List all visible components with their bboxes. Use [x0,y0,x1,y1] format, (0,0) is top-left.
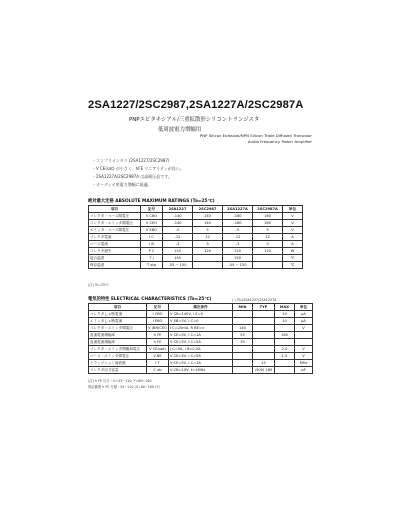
cell [233,346,253,353]
abs-max-title: 絶対最大定格 ABSOLUTE MAXIMUM RATINGS (Ta=25℃) [88,199,215,204]
cell: 直流電流増幅率 [89,339,147,346]
cell: 140 [193,213,223,220]
cell: コレクタ電流 [89,234,141,241]
cell: 140 [233,325,253,332]
cell [233,367,253,374]
feature-item: ・コンプリメンタリ (2SA1227/2SC2987) [92,158,170,163]
cell: V [295,353,313,360]
cell: -55 ~ 150 [163,262,193,269]
cell: エミッタ・ベース間電圧 [89,227,141,234]
table-row [89,332,313,339]
cell [233,318,253,325]
cell: μA [295,318,313,325]
cell: h FE [147,339,169,346]
cell [233,360,253,367]
cell: コレクタ出力容量 [89,367,147,374]
cell: V (BR)CEO [148,326,167,330]
cell: 160 [253,220,283,227]
cell: V EB=5V, I C=0 [169,318,233,325]
cell: コレクタ・エミッタ間飽和電圧 [89,346,147,353]
cell: T stg [141,262,163,269]
cell [253,262,283,269]
cell: V BE [147,353,169,360]
cell: エミッタしゃ断電流 [89,318,147,325]
cell [233,311,253,318]
cell: V CE(sat) [147,346,169,353]
cell [275,339,295,346]
cell: 12 [253,234,283,241]
cell: 150 [163,255,193,262]
col-header: MAX [275,304,295,311]
cell: -160 [223,220,253,227]
cell [275,367,295,374]
feature-item: ・V CE(sat) が小さく、hFE リニアリティが良い。 [92,166,184,171]
cell [253,325,275,332]
col-header: 単位 [295,304,313,311]
table-row [89,234,303,241]
cell: -140 [163,220,193,227]
cell [193,262,223,269]
cell: 12 [193,234,223,241]
cell [253,346,275,353]
col-header: 2SC2987A [253,206,283,213]
cell: ℃ [283,262,303,269]
cell: ベース・エミッタ間電圧 [89,353,147,360]
cell: 35 [233,339,253,346]
cell: -160 [223,213,253,220]
table-row [89,325,313,332]
feature-item: ・2SA1227A/2SC2987A は高耐圧品です。 [92,174,172,179]
cell: V CEO [141,220,163,227]
cell [295,332,313,339]
cell [193,255,223,262]
cell: V CB=140V, I E=0 [169,311,233,318]
cell: V CE=5V, I C=5A [169,339,233,346]
col-header: 項目 [89,206,141,213]
elec-note: (注) h FE 区分 : O=55~110, Y=80~160 [88,379,152,383]
cell: -5 [163,227,193,234]
elec-note-right: ( ) 内は2SA1227/2SA1227A [232,298,277,302]
feature-item: ・オーディオ用電力増幅に最適。 [92,182,152,187]
cell: I CBO [147,311,169,318]
col-header: 2SA1227 [163,206,193,213]
cell: V EBO [141,227,163,234]
cell: 保存温度 [89,262,141,269]
cell [253,255,283,262]
subtitle-jp: PNPエピタキシアル/三重拡散形シリコントランジスタ [129,117,260,123]
elec-title: 電気的特性 ELECTRICAL CHARACTERISTICS (Ta=25℃) [88,297,212,302]
cell: コレクタ・エミッタ間電圧 [89,220,141,227]
cell: 5 [193,227,223,234]
abs-max-note: (注) Tc=25℃ [88,283,109,287]
cell: A [283,241,303,248]
cell: -55 ~ 150 [223,262,253,269]
abs-max-table [88,205,303,269]
cell: コレクタしゃ断電流 [89,311,147,318]
col-header: 項目 [89,304,147,311]
cell: V CE=5V, I C=5A [169,353,233,360]
cell: -140 [163,213,193,220]
document-title: 2SA1227/2SC2987,2SA1227A/2SC2987A [88,99,304,111]
col-header: 2SA1227A [223,206,253,213]
table-row [89,241,303,248]
cell: T j [141,255,163,262]
cell: h FE [147,332,169,339]
cell: 5 [253,227,283,234]
col-header: TYP [253,304,275,311]
elec-header-row [89,304,313,311]
table-row [89,353,313,360]
cell: ℃ [283,255,303,262]
cell: -12 [223,234,253,241]
cell: 2.0 [275,346,295,353]
cell: 3 [253,241,283,248]
col-header: 記号 [147,304,169,311]
table-row [89,360,313,367]
cell: V CE=5V, I C=1A [169,332,233,339]
col-header: 測定条件 [169,304,233,311]
cell: 1.5 [275,353,295,360]
cell: μA [295,311,313,318]
application-jp: 低周波電力増幅用 [158,127,202,133]
table-row [89,227,303,234]
cell: MHz [295,360,313,367]
cell: V [295,325,313,332]
cell: V CBO [141,213,163,220]
abs-max-header-row [89,206,303,213]
cell: I B [141,241,163,248]
cell: 55 [233,332,253,339]
cell: トランジション周波数 [89,360,147,367]
cell: コレクタ・ベース間電圧 [89,213,141,220]
col-header: MIN [233,304,253,311]
cell: W [283,248,303,255]
cell: 160 [275,332,295,339]
cell [253,332,275,339]
cell: コレクタ・エミッタ間電圧 [89,325,147,332]
cell [275,360,295,367]
cell: -3 [223,241,253,248]
cell [233,353,253,360]
cell: 120 [193,248,223,255]
table-row [89,346,313,353]
elec-table [88,303,313,374]
cell: 10 [275,311,295,318]
cell: V [283,227,303,234]
cell: -3 [163,241,193,248]
cell: V CB=10V, f=1MHz [169,367,233,374]
table-row [89,262,303,269]
cell: I C [141,234,163,241]
cell: I C=5A, I B=0.5A [169,346,233,353]
table-row [89,220,303,227]
cell: 160 [253,213,283,220]
cell: V [283,213,303,220]
cell: 3 [193,241,223,248]
cell: ベース電流 [89,241,141,248]
cell: 120 [223,248,253,255]
cell [253,311,275,318]
cell: f T [147,360,169,367]
table-row [89,311,313,318]
table-row [89,213,303,220]
cell: V [295,346,313,353]
cell: P C [141,248,163,255]
table-row [89,318,313,325]
col-header: 2SC2987 [193,206,223,213]
cell [253,318,275,325]
cell: 10 [275,318,295,325]
cell [253,339,275,346]
table-row [89,248,303,255]
cell: 接合温度 [89,255,141,262]
cell [275,325,295,332]
cell: (300) 180 [253,367,275,374]
cell: 120 [253,248,283,255]
cell: C ob [147,367,169,374]
cell: pF [295,367,313,374]
table-row [89,367,313,374]
cell [253,353,275,360]
cell: I EBO [147,318,169,325]
cell: A [283,234,303,241]
cell: V [283,220,303,227]
col-header: 記号 [141,206,163,213]
subtitle-en-2: Audio Frequency Power Amplifier [247,139,312,144]
cell: -12 [163,234,193,241]
cell: 150 [223,255,253,262]
cell: I C=25mA, R BE=∞ [169,325,233,332]
cell: 140 [193,220,223,227]
cell: V CE=5V, I C=1A [169,360,233,367]
cell: 直流電流増幅率 [89,332,147,339]
elec-note: 保証範囲 h FE 分類 : 55~110 (O) 80~160 (Y) [88,385,160,389]
cell: 120 [163,248,193,255]
table-row [89,255,303,262]
cell: -5 [223,227,253,234]
table-row [89,339,313,346]
col-header: 単位 [283,206,303,213]
subtitle-en-1: PNP Silicon Epitaxial/NPN Silicon Triple Diffused Transistor [199,133,312,138]
cell: 15 [253,360,275,367]
cell [295,339,313,346]
cell: コレクタ損失 [89,248,141,255]
